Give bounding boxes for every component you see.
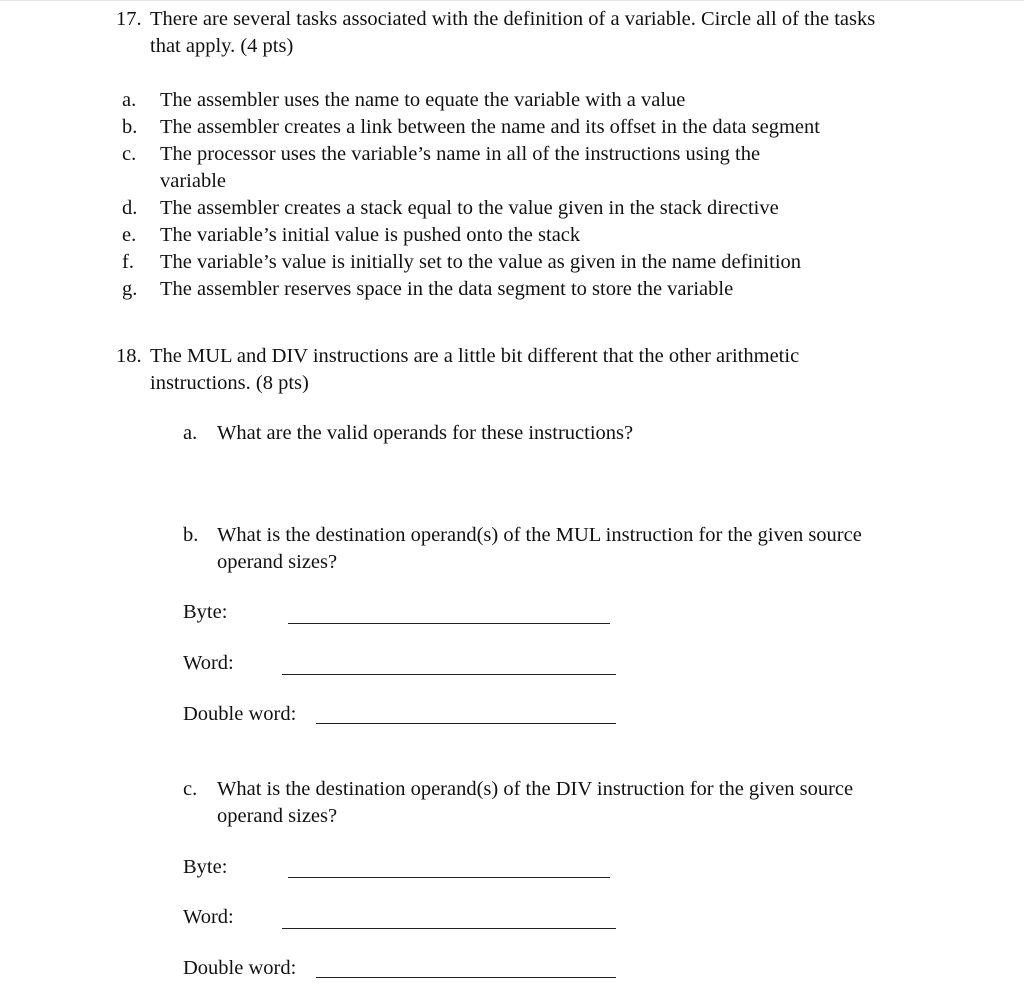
div-dword-answer-blank[interactable]: [316, 977, 616, 978]
div-byte-answer-blank[interactable]: [288, 877, 610, 878]
question-18-text: The MUL and DIV instructions are a little bit different that the other arithmetic instructions. (8 pts): [150, 345, 800, 394]
part-text: What is the destination operand(s) of the DIV instruction for the given source operand sizes?: [217, 778, 854, 827]
option-letter: g.: [122, 278, 138, 300]
option-letter: d.: [122, 197, 138, 219]
div-byte-label: Byte:: [183, 856, 228, 878]
option-letter: e.: [122, 224, 137, 246]
div-word-label: Word:: [183, 906, 234, 928]
part-letter: a.: [183, 422, 198, 444]
question-18: [116, 343, 866, 396]
mul-dword-label: Double word:: [183, 703, 297, 725]
option-text: The variable’s initial value is pushed onto the stack: [160, 224, 581, 246]
part-text: What are the valid operands for these instructions?: [217, 422, 634, 444]
q18-part-b: [183, 522, 863, 575]
question-18-number: 18.: [116, 345, 142, 367]
div-dword-label: Double word:: [183, 957, 297, 979]
mul-word-label: Word:: [183, 652, 234, 674]
option-text: The assembler reserves space in the data segment to store the variable: [160, 278, 734, 300]
option-text: The assembler creates a link between the name and its offset in the data segment: [160, 116, 820, 138]
question-17-text: There are several tasks associated with the definition of a variable. Circle all of the tasks that apply. (4 pts): [150, 8, 876, 57]
mul-word-answer-blank[interactable]: [282, 674, 616, 675]
option-letter: b.: [122, 116, 138, 138]
page-top-border: [0, 0, 1024, 1]
option-letter: a.: [122, 89, 137, 111]
div-word-answer-blank[interactable]: [282, 928, 616, 929]
option-text: variable: [160, 170, 227, 192]
part-letter: b.: [183, 524, 199, 546]
option-letter: f.: [122, 251, 134, 273]
question-17-number: 17.: [116, 8, 142, 30]
option-text: The assembler uses the name to equate the variable with a value: [160, 89, 686, 111]
part-text: What is the destination operand(s) of the MUL instruction for the given source operand sizes?: [217, 524, 862, 573]
option-text: The assembler creates a stack equal to the value given in the stack directive: [160, 197, 779, 219]
question-17: [116, 6, 876, 59]
q18-part-a: [183, 420, 823, 447]
mul-byte-answer-blank[interactable]: [288, 623, 610, 624]
option-text: The processor uses the variable’s name in all of the instructions using the: [160, 143, 761, 165]
q18-part-c: [183, 776, 863, 829]
option-letter: c.: [122, 143, 137, 165]
mul-dword-answer-blank[interactable]: [316, 723, 616, 724]
mul-byte-label: Byte:: [183, 601, 228, 623]
option-text: The variable’s value is initially set to the value as given in the name definition: [160, 251, 802, 273]
part-letter: c.: [183, 778, 198, 800]
